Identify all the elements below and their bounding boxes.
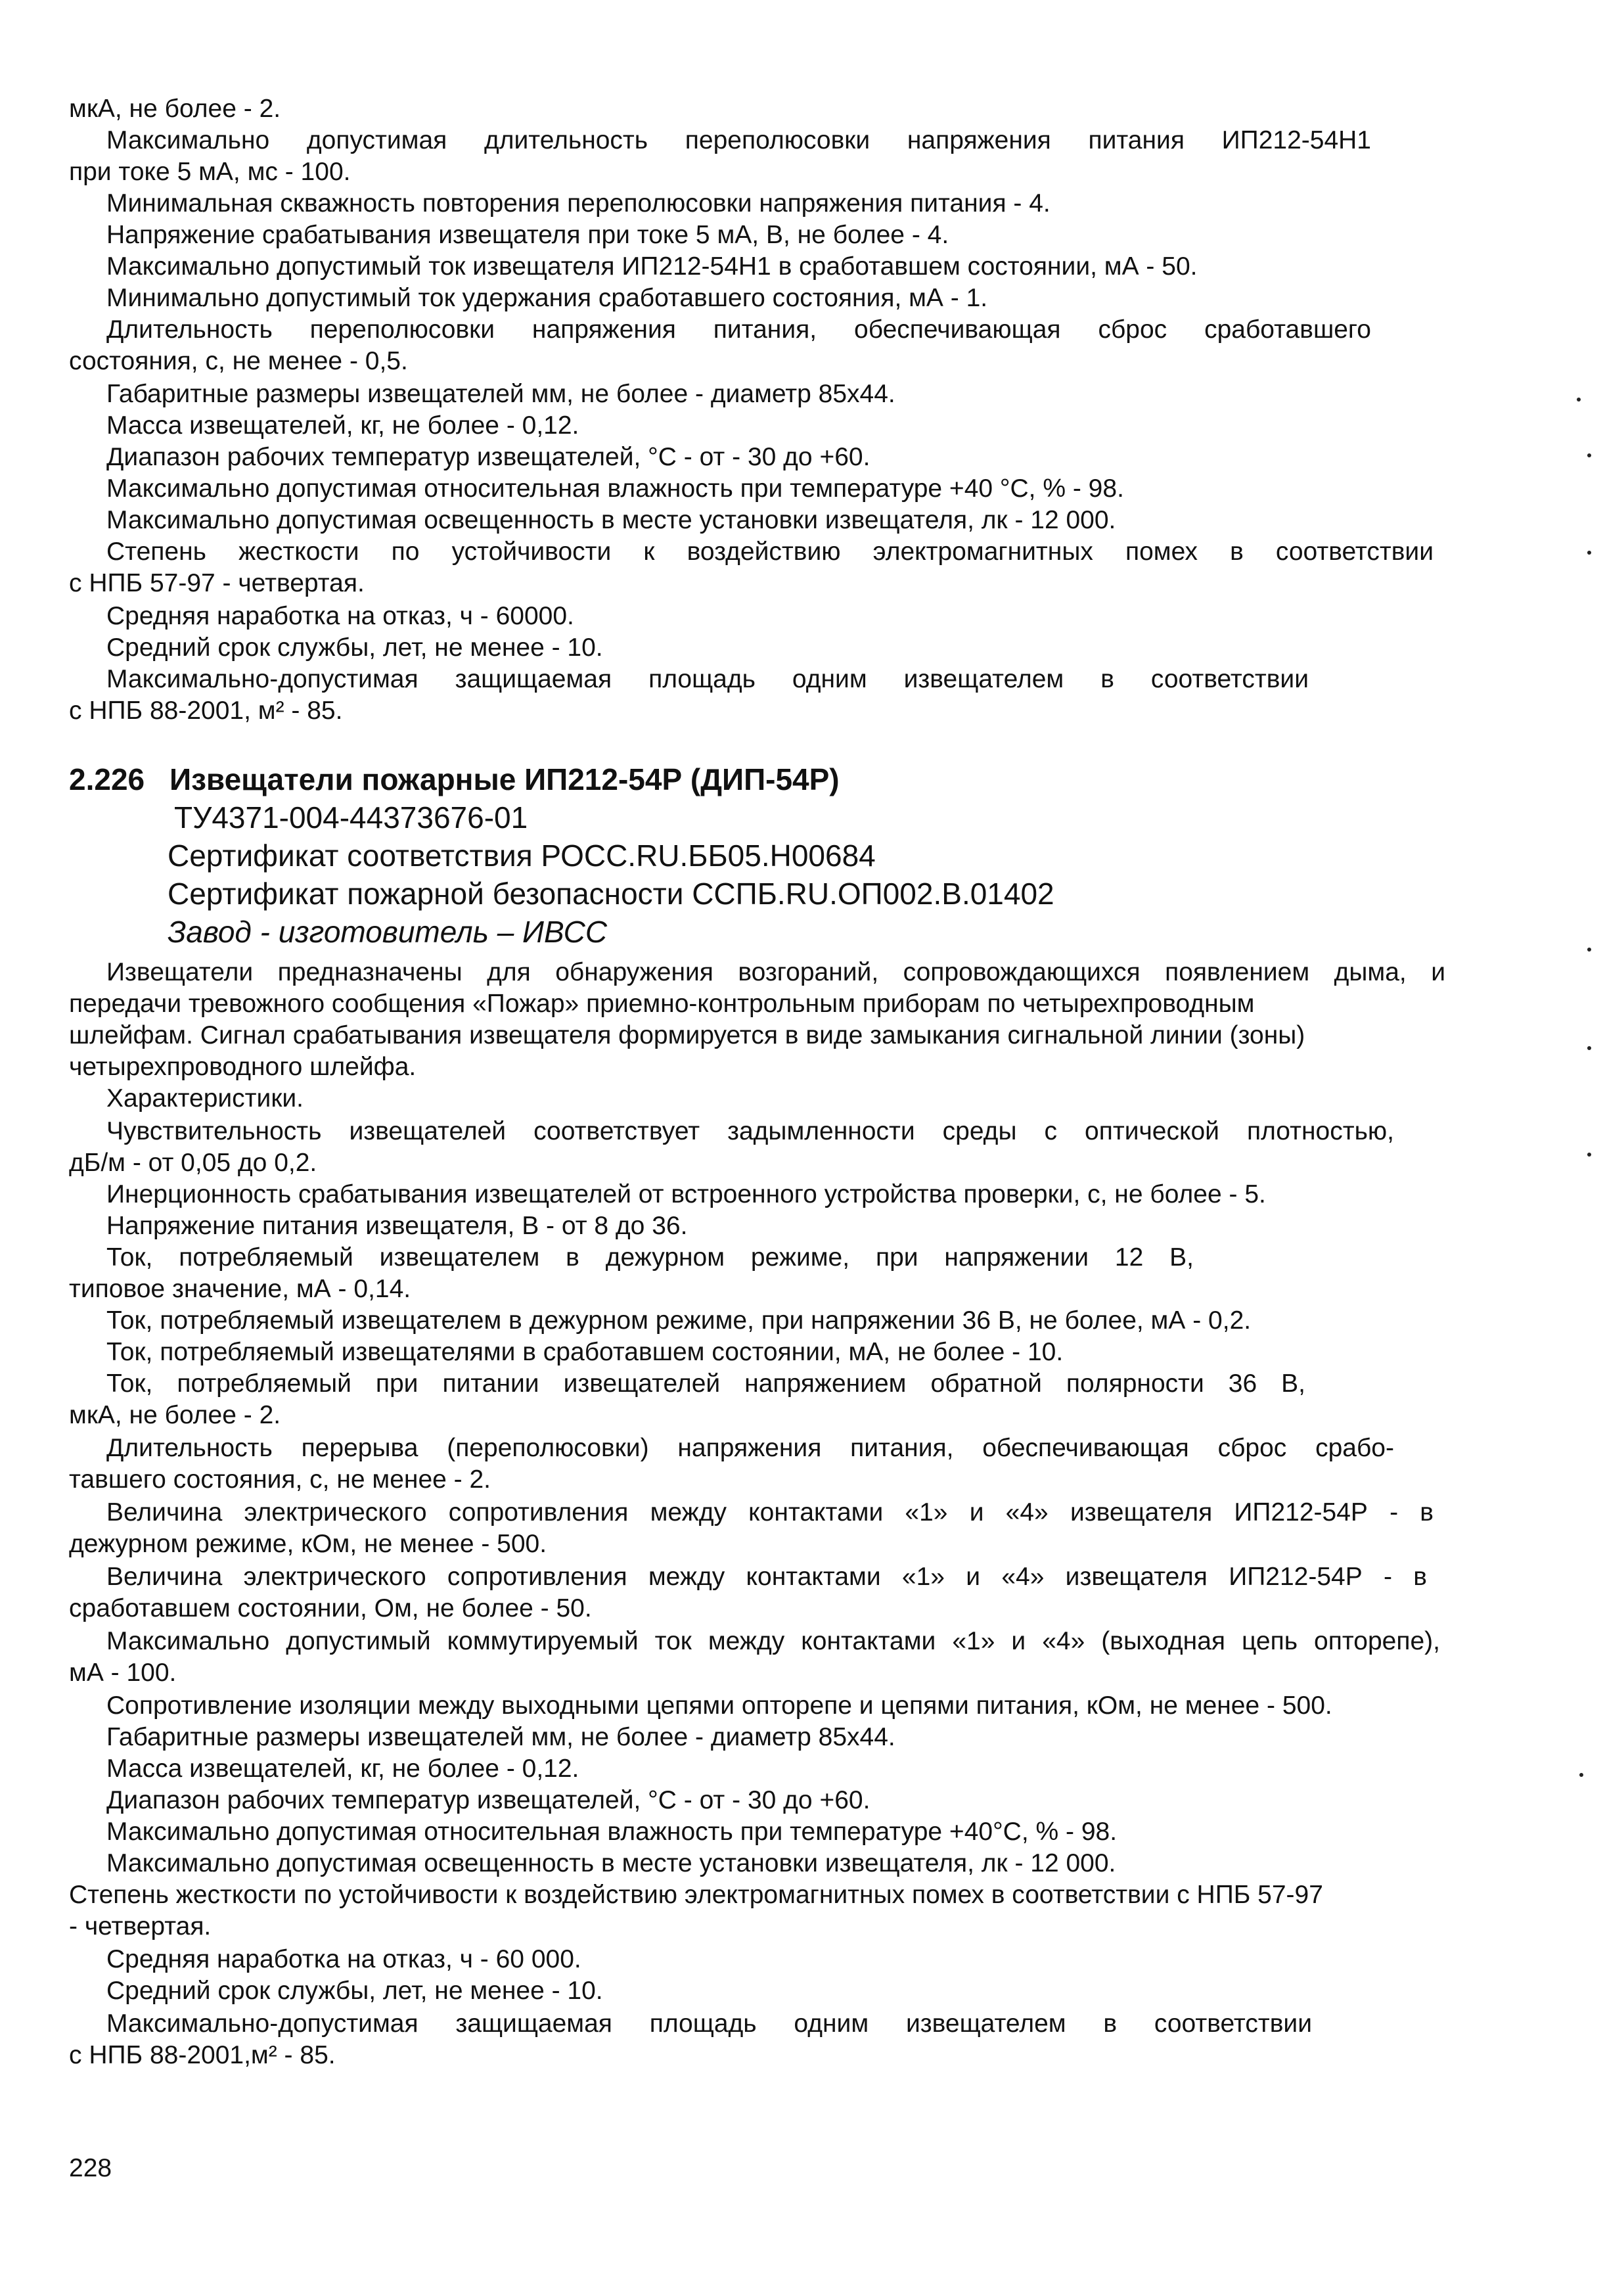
scan-speck — [1587, 551, 1591, 555]
body-line: Ток, потребляемый извещателем в дежурном режиме, при напряжении 36 В, не более, мА - 0,2. — [106, 1306, 1252, 1335]
body-line: дежурном режиме, кОм, не менее - 500. — [69, 1530, 547, 1558]
body-line: Диапазон рабочих температур извещателей, °С - от - 30 до +60. — [106, 1786, 870, 1814]
spec-line: Минимальная скважность повторения переполюсовки напряжения питания - 4. — [106, 189, 1051, 218]
spec-line: Средний срок службы, лет, не менее - 10. — [106, 633, 603, 662]
body-line: дБ/м - от 0,05 до 0,2. — [69, 1149, 317, 1177]
body-line: передачи тревожного сообщения «Пожар» приемно-контрольным приборам по четырехпроводным — [69, 990, 1255, 1018]
body-line: Инерционность срабатывания извещателей от встроенного устройства проверки, с, не более - 5. — [106, 1180, 1266, 1208]
scan-speck — [1587, 1153, 1591, 1157]
spec-line: мкА, не более - 2. — [69, 95, 281, 123]
certificate-fire-safety: Сертификат пожарной безопасности ССПБ.RU.ОП002.В.01402 — [168, 877, 1054, 911]
body-line: Ток, потребляемый извещателем в дежурном режиме, при напряжении 12 В, — [106, 1243, 1194, 1272]
scan-speck — [1587, 1046, 1591, 1050]
body-line: - четвертая. — [69, 1912, 212, 1940]
body-line: Величина электрического сопротивления между контактами «1» и «4» извещателя ИП212-54Р - в — [106, 1563, 1427, 1591]
body-line: Ток, потребляемый при питании извещателей напряжением обратной полярности 36 В, — [106, 1369, 1305, 1398]
spec-line: Масса извещателей, кг, не более - 0,12. — [106, 411, 579, 440]
spec-line: Максимально-допустимая защищаемая площадь одним извещателем в соответствии — [106, 665, 1309, 693]
body-line: мкА, не более - 2. — [69, 1401, 281, 1429]
body-line: Величина электрического сопротивления между контактами «1» и «4» извещателя ИП212-54Р - в — [106, 1498, 1434, 1527]
body-line: Сопротивление изоляции между выходными цепями опторепе и цепями питания, кОм, не менее - 500. — [106, 1691, 1332, 1720]
body-line: мА - 100. — [69, 1659, 177, 1687]
section-tu: ТУ4371-004-44373676-01 — [174, 800, 528, 835]
body-line: Масса извещателей, кг, не более - 0,12. — [106, 1755, 579, 1783]
body-line: типовое значение, мА - 0,14. — [69, 1275, 411, 1303]
body-line: с НПБ 88-2001,м² - 85. — [69, 2041, 336, 2069]
body-line: Степень жесткости по устойчивости к воздействию электромагнитных помех в соответствии с НПБ 57-97 — [69, 1881, 1323, 1909]
body-line: Чувствительность извещателей соответствует задымленности среды с оптической плотностью, — [106, 1117, 1394, 1145]
spec-line: состояния, с, не менее - 0,5. — [69, 347, 408, 375]
scan-speck — [1579, 1773, 1583, 1777]
spec-line: с НПБ 88-2001, м² - 85. — [69, 697, 343, 725]
body-line: Габаритные размеры извещателей мм, не более - диаметр 85х44. — [106, 1723, 895, 1751]
spec-line: Длительность переполюсовки напряжения питания, обеспечивающая сброс сработавшего — [106, 315, 1371, 344]
spec-line: Габаритные размеры извещателей мм, не более - диаметр 85х44. — [106, 380, 895, 408]
body-line: Максимально допустимая освещенность в месте установки извещателя, лк - 12 000. — [106, 1849, 1116, 1877]
body-line: Извещатели предназначены для обнаружения возгораний, сопровождающихся появлением дыма, и — [106, 958, 1445, 986]
page-number: 228 — [69, 2154, 112, 2182]
body-line: Характеристики. — [106, 1084, 304, 1113]
spec-line: Напряжение срабатывания извещателя при токе 5 мА, В, не более - 4. — [106, 221, 949, 249]
scan-speck — [1587, 453, 1591, 457]
spec-line: с НПБ 57-97 - четвертая. — [69, 569, 365, 597]
spec-line: Степень жесткости по устойчивости к воздействию электромагнитных помех в соответствии — [106, 538, 1434, 566]
body-line: Средний срок службы, лет, не менее - 10. — [106, 1977, 603, 2005]
manufacturer: Завод - изготовитель – ИВСС — [168, 915, 608, 949]
spec-line: Максимально допустимый ток извещателя ИП212-54Н1 в сработавшем состоянии, мА - 50. — [106, 252, 1198, 281]
body-line: сработавшем состоянии, Ом, не более - 50. — [69, 1594, 592, 1622]
body-line: Напряжение питания извещателя, В - от 8 до 36. — [106, 1212, 688, 1240]
scan-speck — [1587, 948, 1591, 952]
body-line: Средняя наработка на отказ, ч - 60 000. — [106, 1945, 581, 1973]
section-title: Извещатели пожарные ИП212-54Р (ДИП-54Р) — [170, 762, 840, 796]
section-number: 2.226 — [69, 762, 145, 796]
body-line: Максимально-допустимая защищаемая площадь одним извещателем в соответствии — [106, 2009, 1312, 2038]
spec-line: Минимально допустимый ток удержания сработавшего состояния, мА - 1. — [106, 284, 988, 312]
body-line: Максимально допустимый коммутируемый ток между контактами «1» и «4» (выходная цепь опторепе), — [106, 1627, 1440, 1655]
body-line: Длительность перерыва (переполюсовки) напряжения питания, обеспечивающая сброс срабо- — [106, 1434, 1394, 1462]
body-line: Максимально допустимая относительная влажность при температуре +40°С, % - 98. — [106, 1818, 1118, 1846]
scan-speck — [1577, 398, 1581, 402]
spec-line: Диапазон рабочих температур извещателей, °С - от - 30 до +60. — [106, 443, 870, 471]
spec-line: Максимально допустимая длительность переполюсовки напряжения питания ИП212-54Н1 — [106, 126, 1371, 154]
spec-line: Средняя наработка на отказ, ч - 60000. — [106, 602, 574, 630]
body-line: Ток, потребляемый извещателями в сработавшем состоянии, мА, не более - 10. — [106, 1338, 1064, 1366]
body-line: шлейфам. Сигнал срабатывания извещателя формируется в виде замыкания сигнальной линии (зоны) — [69, 1021, 1305, 1049]
body-line: тавшего состояния, с, не менее - 2. — [69, 1465, 491, 1494]
body-line: четырехпроводного шлейфа. — [69, 1053, 417, 1081]
spec-line: Максимально допустимая освещенность в месте установки извещателя, лк - 12 000. — [106, 506, 1116, 534]
spec-line: Максимально допустимая относительная влажность при температуре +40 °С, % - 98. — [106, 474, 1124, 503]
certificate-conformity: Сертификат соответствия РОСС.RU.ББ05.Н00684 — [168, 838, 876, 873]
spec-line: при токе 5 мА, мс - 100. — [69, 158, 351, 186]
